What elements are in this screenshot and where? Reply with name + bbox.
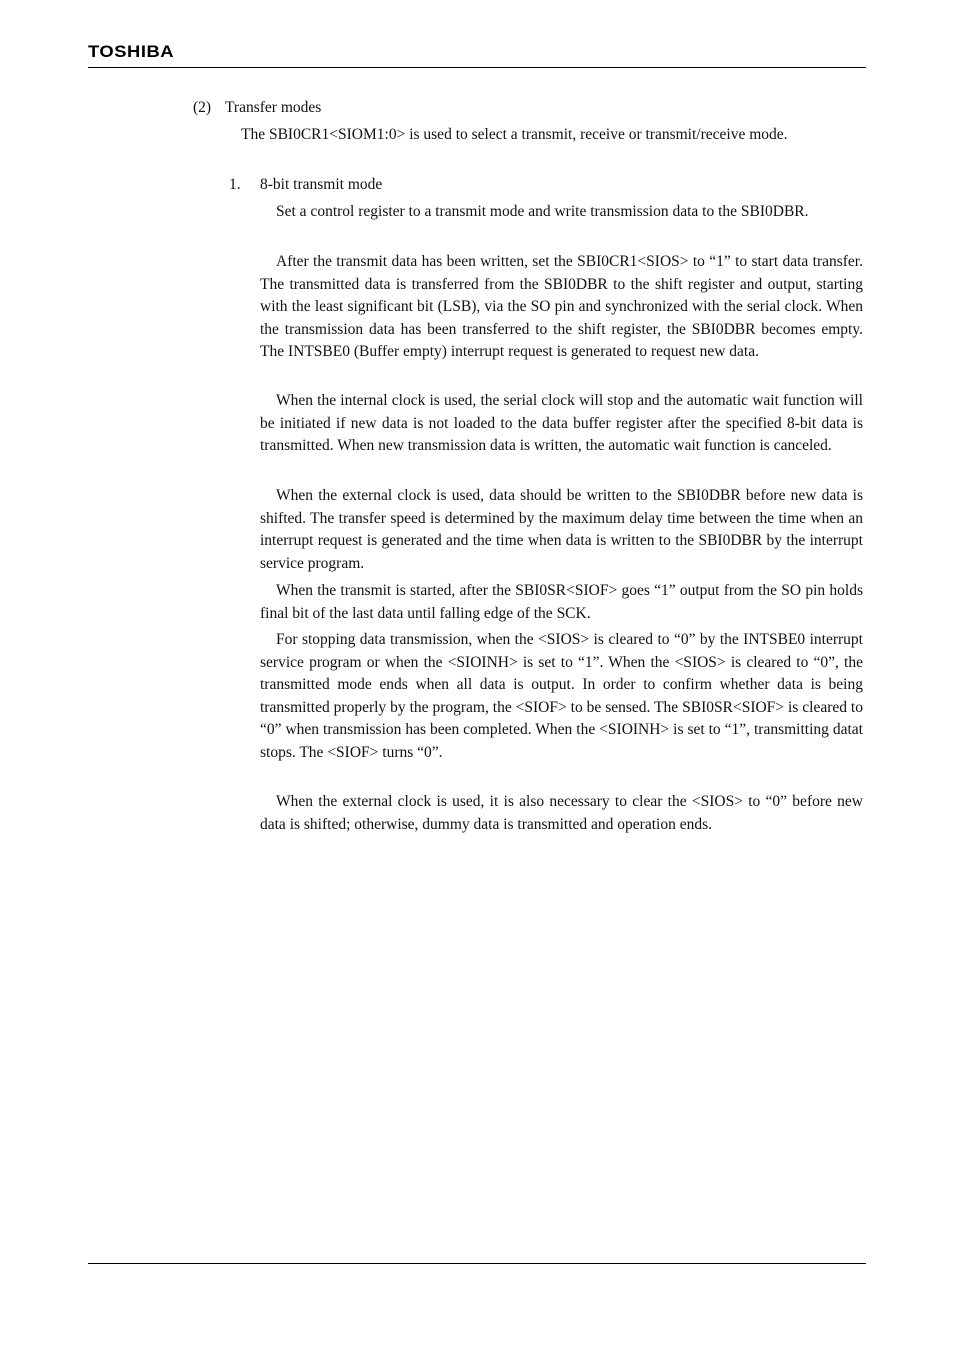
- paragraph-7: When the external clock is used, it is also necessary to clear the <SIOS> to “0” before new data is shifted; otherwise, dummy data is transmitted and operation ends.: [260, 793, 863, 833]
- section-heading: [193, 97, 321, 120]
- paragraph-4: When the external clock is used, data should be written to the SBI0DBR before new data is shifted. The transfer speed is determined by the maximum delay time between the time when an interrupt request is generated and the time when data is written to the SBI0DBR by the interrupt service program.: [260, 487, 863, 572]
- section-title: Transfer modes: [225, 99, 322, 116]
- paragraph-5: When the transmit is started, after the SBI0SR<SIOF> goes “1” output from the SO pin holds final bit of the last data until falling edge of the SCK.: [260, 582, 863, 622]
- paragraph-6: For stopping data transmission, when the <SIOS> is cleared to “0” by the INTSBE0 interrupt service program or when the <SIOINH> is set to “1”. When the <SIOS> is cleared to “0”, the transmitted mode ends when all data is output. In order to confirm whether data is being transmitted properly by the program, the <SIOF> to be sensed. The SBI0SR<SIOF> is cleared to “0” when transmission has been completed. When the <SIOINH> is set to “1”, transmitting datat stops. The <SIOF> turns “0”.: [260, 631, 863, 761]
- section-number: (2): [193, 99, 212, 116]
- footer-rule: [88, 1263, 866, 1264]
- paragraph-2: After the transmit data has been written, set the SBI0CR1<SIOS> to “1” to start data transfer. The transmitted data is transferred from the SBI0DBR to the shift register and output, starting with the least significant bit (LSB), via the SO pin and synchronized with the serial clock. When the transmission data has been transferred to the shift register, the SBI0DBR becomes empty. The INTSBE0 (Buffer empty) interrupt request is generated to request new data.: [260, 253, 863, 360]
- subsection-title: 8-bit transmit mode: [260, 176, 383, 193]
- section-intro: The SBI0CR1<SIOM1:0> is used to select a transmit, receive or transmit/receive mode.: [241, 126, 788, 143]
- subsection-number: 1.: [229, 176, 241, 193]
- paragraph-3: When the internal clock is used, the serial clock will stop and the automatic wait function will be initiated if new data is not loaded to the data buffer register after the specified 8-bit data is transmitted. When new transmission data is written, the automatic wait function is canceled.: [260, 392, 863, 454]
- toshiba-logo: TOSHIBA: [88, 42, 175, 61]
- header-rule: [88, 67, 866, 68]
- paragraph-1: Set a control register to a transmit mode and write transmission data to the SBI0DBR.: [276, 203, 809, 220]
- subsection-heading: [229, 174, 382, 197]
